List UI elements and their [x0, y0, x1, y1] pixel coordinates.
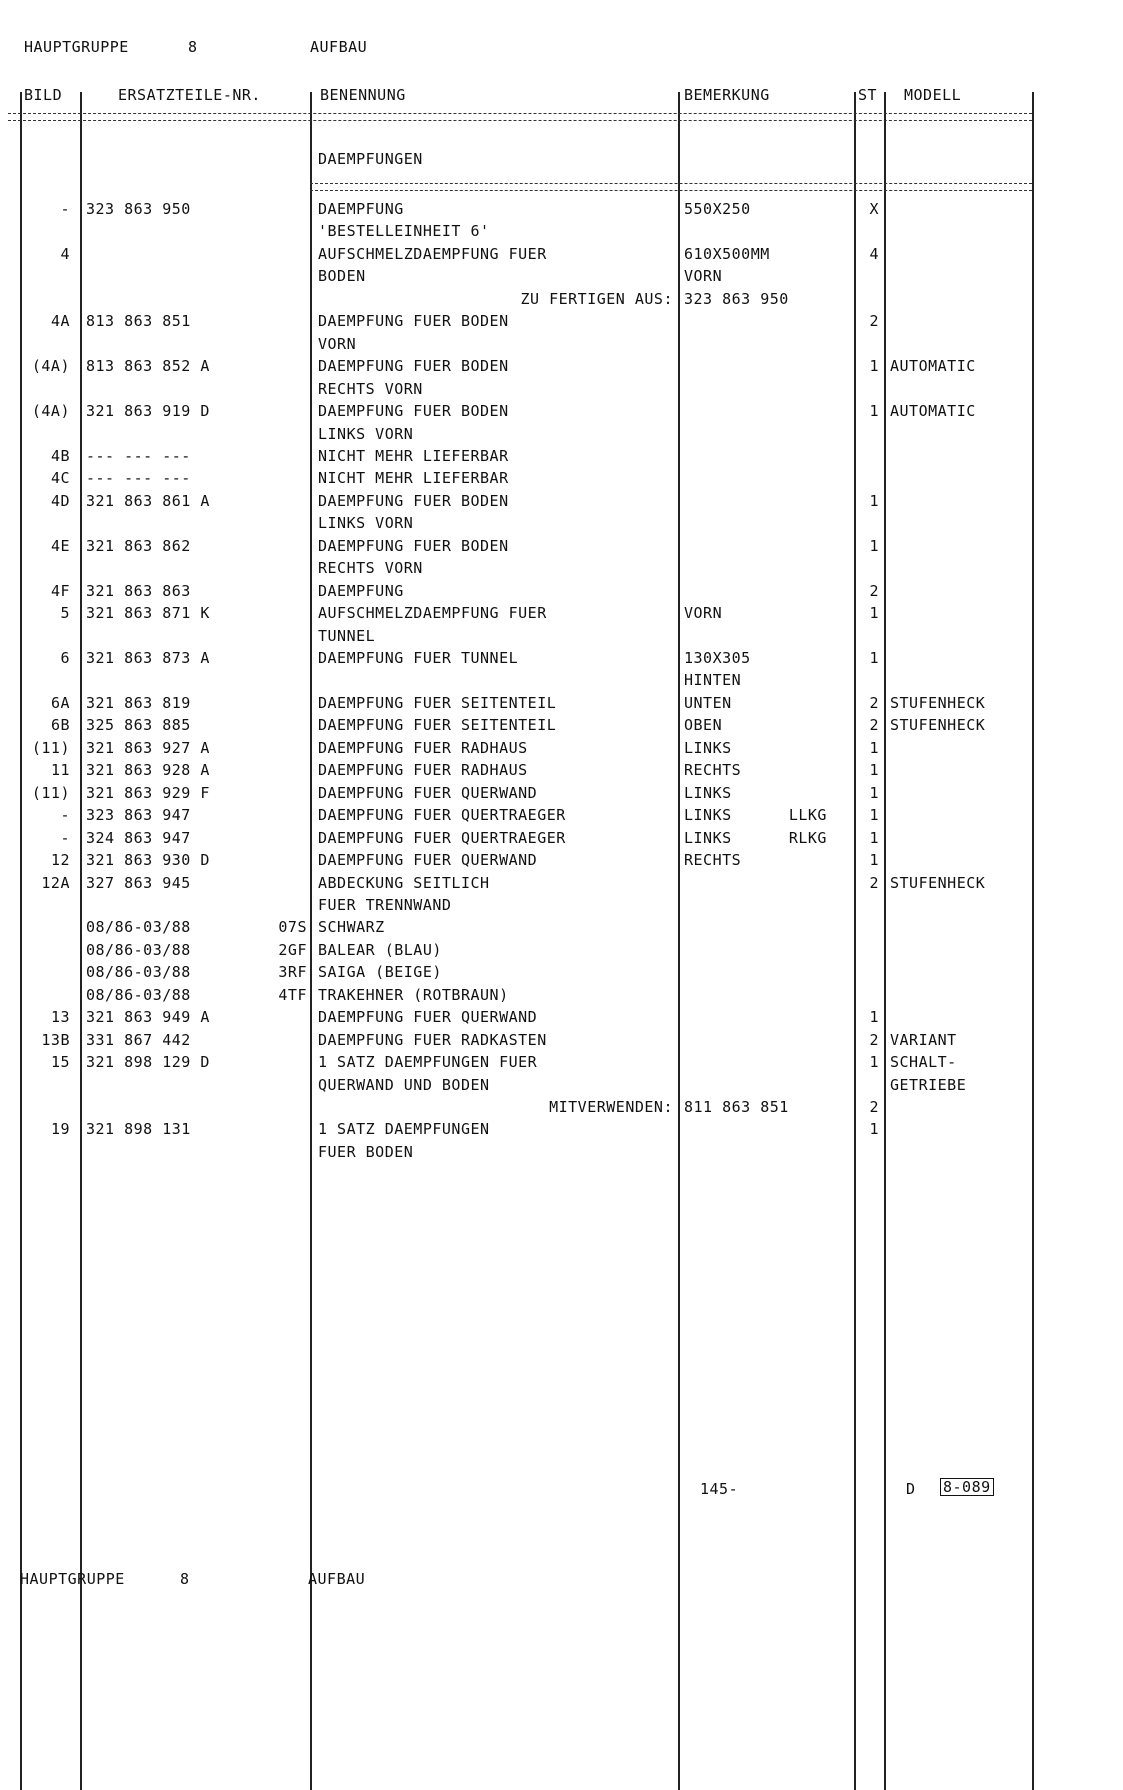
cell-bild: 4B	[50, 446, 70, 465]
cell-name: DAEMPFUNG FUER BODEN	[318, 312, 509, 331]
cell-name: DAEMPFUNG FUER BODEN	[318, 357, 509, 376]
cell-part-no: 321 863 928 A	[86, 761, 210, 780]
cell-model: STUFENHECK	[890, 693, 986, 712]
cell-remark: LINKS	[684, 783, 732, 802]
cell-model: AUTOMATIC	[890, 357, 976, 376]
cell-name: TRAKEHNER (ROTBRAUN)	[318, 985, 509, 1004]
cell-part-no: 08/86-03/88	[86, 940, 191, 959]
header-separator	[8, 113, 1032, 121]
table-row	[0, 380, 1123, 402]
cell-part-no: 321 863 873 A	[86, 649, 210, 667]
cell-part-no: 321 863 949 A	[86, 1008, 210, 1027]
table-row	[0, 806, 1123, 828]
cell-part-no: 321 863 871 K	[86, 604, 210, 623]
cell-part-no: 321 863 819	[86, 693, 191, 712]
cell-name: DAEMPFUNG	[318, 581, 404, 600]
cell-part-no: --- --- ---	[86, 469, 191, 488]
col-header-model: MODELL	[904, 86, 962, 104]
cell-remark: LINKS	[684, 738, 732, 757]
cell-color-code: 2GF	[278, 940, 307, 959]
cell-bild: 11	[50, 761, 70, 780]
cell-remark: VORN	[684, 267, 723, 286]
cell-bild: -	[60, 200, 70, 218]
table-row	[0, 290, 1123, 312]
cell-st: 1	[869, 357, 879, 376]
page-ref-stamp	[940, 1478, 994, 1496]
table-row	[0, 761, 1123, 783]
table-row	[0, 222, 1123, 244]
cell-st: 1	[869, 761, 879, 780]
cell-bild: 4	[60, 244, 70, 263]
cell-st: 2	[869, 1098, 879, 1116]
cell-name: DAEMPFUNG FUER RADHAUS	[318, 761, 528, 780]
cell-name: DAEMPFUNG FUER BODEN	[318, 536, 509, 555]
cell-bild: 13	[50, 1008, 70, 1027]
cell-st: 2	[869, 693, 879, 712]
cell-bild: 6B	[50, 716, 70, 735]
cell-st: X	[869, 200, 879, 218]
cell-bild: -	[60, 828, 70, 847]
cell-st: 1	[869, 783, 879, 802]
cell-name: ZU FERTIGEN AUS:	[520, 289, 673, 308]
table-row	[0, 963, 1123, 985]
cell-remark: 610X500MM	[684, 244, 770, 263]
table-row	[0, 267, 1123, 289]
cell-part-no: --- --- ---	[86, 446, 191, 465]
table-row	[0, 896, 1123, 918]
cell-name: DAEMPFUNG FUER QUERTRAEGER	[318, 828, 566, 847]
table-row	[0, 469, 1123, 491]
cell-name: 'BESTELLEINHEIT 6'	[318, 222, 490, 241]
cell-name: DAEMPFUNG FUER SEITENTEIL	[318, 693, 557, 712]
col-header-remark: BEMERKUNG	[684, 86, 770, 104]
cell-st: 2	[869, 873, 879, 892]
cell-bild: (11)	[31, 738, 70, 757]
table-row	[0, 492, 1123, 514]
page-ref: 8-089	[940, 1478, 994, 1496]
table-row	[0, 335, 1123, 357]
cell-model: AUTOMATIC	[890, 402, 976, 421]
cell-name: DAEMPFUNG FUER QUERWAND	[318, 851, 538, 870]
cell-color-code: 3RF	[278, 963, 307, 982]
cell-name: DAEMPFUNG	[318, 200, 404, 218]
table-row	[0, 514, 1123, 536]
cell-part-no: 324 863 947	[86, 828, 191, 847]
cell-bild: -	[60, 806, 70, 825]
col-header-name: BENENNUNG	[320, 86, 406, 104]
table-row	[0, 357, 1123, 379]
group-title: AUFBAU	[310, 38, 368, 56]
cell-model: STUFENHECK	[890, 873, 986, 892]
cell-name: 1 SATZ DAEMPFUNGEN FUER	[318, 1053, 538, 1072]
cell-remark: 130X305	[684, 649, 751, 667]
table-row	[0, 447, 1123, 469]
table-row	[0, 627, 1123, 649]
cell-name: SCHWARZ	[318, 918, 385, 937]
cell-bild: 15	[50, 1053, 70, 1072]
cell-part-no: 321 898 129 D	[86, 1053, 210, 1072]
cell-bild: 4A	[50, 312, 70, 331]
cell-remark: LINKS RLKG	[684, 828, 827, 847]
cell-st: 1	[869, 738, 879, 757]
col-header-st: ST	[858, 86, 878, 104]
cell-name: FUER TRENNWAND	[318, 895, 452, 914]
cell-model: VARIANT	[890, 1030, 957, 1049]
cell-remark: 323 863 950	[684, 289, 789, 308]
cell-name: DAEMPFUNG FUER RADKASTEN	[318, 1030, 547, 1049]
cell-model: STUFENHECK	[890, 716, 986, 735]
table-row	[0, 739, 1123, 761]
cell-name: ABDECKUNG SEITLICH	[318, 873, 490, 892]
cell-name: BALEAR (BLAU)	[318, 940, 442, 959]
table-row	[0, 582, 1123, 604]
cell-bild: 4F	[50, 581, 70, 600]
table-row	[0, 671, 1123, 693]
cell-part-no: 331 867 442	[86, 1030, 191, 1049]
cell-st: 1	[869, 806, 879, 825]
cell-st: 1	[869, 1008, 879, 1027]
cell-bild: (4A)	[31, 357, 70, 376]
cell-st: 1	[869, 1120, 879, 1139]
table-row	[0, 1031, 1123, 1053]
cell-name: MITVERWENDEN:	[549, 1098, 673, 1116]
table-row	[0, 245, 1123, 267]
group-number: 8	[188, 38, 198, 56]
cell-part-no: 08/86-03/88	[86, 918, 191, 937]
cell-name: AUFSCHMELZDAEMPFUNG FUER	[318, 244, 547, 263]
cell-name: NICHT MEHR LIEFERBAR	[318, 446, 509, 465]
cell-color-code: 4TF	[278, 985, 307, 1004]
table-row	[0, 694, 1123, 716]
table-row	[0, 604, 1123, 626]
cell-name: BODEN	[318, 267, 366, 286]
cell-part-no: 08/86-03/88	[86, 963, 191, 982]
cell-st: 1	[869, 649, 879, 667]
cell-part-no: 813 863 851	[86, 312, 191, 331]
table-row	[0, 425, 1123, 447]
cell-bild: 4D	[50, 491, 70, 510]
cell-bild: 6A	[50, 693, 70, 712]
cell-part-no: 323 863 950	[86, 200, 191, 218]
cell-name: VORN	[318, 334, 357, 353]
cell-bild: 4E	[50, 536, 70, 555]
cell-bild: 12	[50, 851, 70, 870]
cell-name: DAEMPFUNG FUER TUNNEL	[318, 649, 519, 667]
table-row	[0, 716, 1123, 738]
cell-bild: (11)	[31, 783, 70, 802]
cell-name: SAIGA (BEIGE)	[318, 963, 442, 982]
cell-remark: HINTEN	[684, 671, 742, 690]
cell-st: 2	[869, 581, 879, 600]
cell-part-no: 325 863 885	[86, 716, 191, 735]
cell-name: DAEMPFUNG FUER RADHAUS	[318, 738, 528, 757]
cell-remark: OBEN	[684, 716, 723, 735]
table-row	[0, 918, 1123, 940]
cell-remark: LINKS LLKG	[684, 806, 827, 825]
cell-name: RECHTS VORN	[318, 559, 423, 578]
cell-color-code: 07S	[278, 918, 307, 937]
table-row	[0, 986, 1123, 1008]
cell-name: DAEMPFUNG FUER SEITENTEIL	[318, 716, 557, 735]
cell-st: 1	[869, 851, 879, 870]
cell-st: 2	[869, 716, 879, 735]
cell-name: DAEMPFUNG FUER BODEN	[318, 402, 509, 421]
cell-st: 2	[869, 312, 879, 331]
table-row	[0, 649, 1123, 671]
cell-part-no: 321 863 862	[86, 536, 191, 555]
table-row	[0, 1008, 1123, 1030]
cell-name: AUFSCHMELZDAEMPFUNG FUER	[318, 604, 547, 623]
table-row	[0, 874, 1123, 896]
cell-name: LINKS VORN	[318, 514, 414, 533]
table-row	[0, 784, 1123, 806]
cell-part-no: 323 863 947	[86, 806, 191, 825]
cell-remark: VORN	[684, 604, 723, 623]
cell-name: DAEMPFUNG FUER QUERWAND	[318, 783, 538, 802]
cell-part-no: 321 863 861 A	[86, 491, 210, 510]
cell-bild: 6	[60, 649, 70, 667]
cell-st: 1	[869, 536, 879, 555]
cell-name: DAEMPFUNG FUER QUERTRAEGER	[318, 806, 566, 825]
table-row	[0, 1120, 1123, 1142]
table-row	[0, 1143, 1123, 1165]
cell-st: 1	[869, 402, 879, 421]
table-row	[0, 829, 1123, 851]
table-row	[0, 559, 1123, 581]
cell-bild: 5	[60, 604, 70, 623]
col-header-bild: BILD	[24, 86, 63, 104]
cell-model: SCHALT-	[890, 1053, 957, 1072]
cell-remark: RECHTS	[684, 851, 742, 870]
cell-part-no: 321 863 930 D	[86, 851, 210, 870]
cell-name: QUERWAND UND BODEN	[318, 1075, 490, 1094]
cell-bild: 13B	[41, 1030, 70, 1049]
cell-name: DAEMPFUNG FUER BODEN	[318, 491, 509, 510]
cell-name: FUER BODEN	[318, 1142, 414, 1161]
section-separator	[310, 183, 1032, 191]
language-code: D	[906, 1480, 916, 1498]
cell-bild: 19	[50, 1120, 70, 1139]
cell-st: 4	[869, 244, 879, 263]
table-row	[0, 312, 1123, 334]
cell-part-no: 08/86-03/88	[86, 985, 191, 1004]
table-row	[0, 1053, 1123, 1075]
cell-remark: UNTEN	[684, 693, 732, 712]
cell-name: NICHT MEHR LIEFERBAR	[318, 469, 509, 488]
cell-remark: RECHTS	[684, 761, 742, 780]
cell-part-no: 321 863 927 A	[86, 738, 210, 757]
col-header-part-no: ERSATZTEILE-NR.	[118, 86, 261, 104]
cell-part-no: 321 863 929 F	[86, 783, 210, 802]
page-number: 145-	[700, 1480, 739, 1498]
cell-st: 1	[869, 1053, 879, 1072]
cell-name: 1 SATZ DAEMPFUNGEN	[318, 1120, 490, 1139]
cell-bild: (4A)	[31, 402, 70, 421]
cell-remark: 550X250	[684, 200, 751, 218]
cell-st: 1	[869, 604, 879, 623]
cell-name: DAEMPFUNG FUER QUERWAND	[318, 1008, 538, 1027]
section-title: DAEMPFUNGEN	[318, 150, 423, 168]
cell-part-no: 327 863 945	[86, 873, 191, 892]
cell-name: TUNNEL	[318, 626, 376, 645]
cell-part-no: 321 863 919 D	[86, 402, 210, 421]
table-row	[0, 1098, 1123, 1120]
footer-group-title: AUFBAU	[308, 1570, 366, 1588]
cell-part-no: 321 898 131	[86, 1120, 191, 1139]
footer-group-label: HAUPTGRUPPE	[20, 1570, 125, 1588]
cell-st: 1	[869, 491, 879, 510]
cell-name: RECHTS VORN	[318, 379, 423, 398]
table-row	[0, 402, 1123, 424]
cell-model: GETRIEBE	[890, 1075, 967, 1094]
table-row	[0, 941, 1123, 963]
cell-part-no: 321 863 863	[86, 581, 191, 600]
cell-st: 2	[869, 1030, 879, 1049]
cell-part-no: 813 863 852 A	[86, 357, 210, 376]
cell-name: LINKS VORN	[318, 424, 414, 443]
cell-bild: 12A	[41, 873, 70, 892]
table-row	[0, 1076, 1123, 1098]
footer-group-number: 8	[180, 1570, 190, 1588]
table-row	[0, 537, 1123, 559]
cell-st: 1	[869, 828, 879, 847]
table-row	[0, 200, 1123, 222]
table-row	[0, 851, 1123, 873]
cell-bild: 4C	[50, 469, 70, 488]
group-label: HAUPTGRUPPE	[24, 38, 129, 56]
cell-remark: 811 863 851	[684, 1098, 789, 1116]
